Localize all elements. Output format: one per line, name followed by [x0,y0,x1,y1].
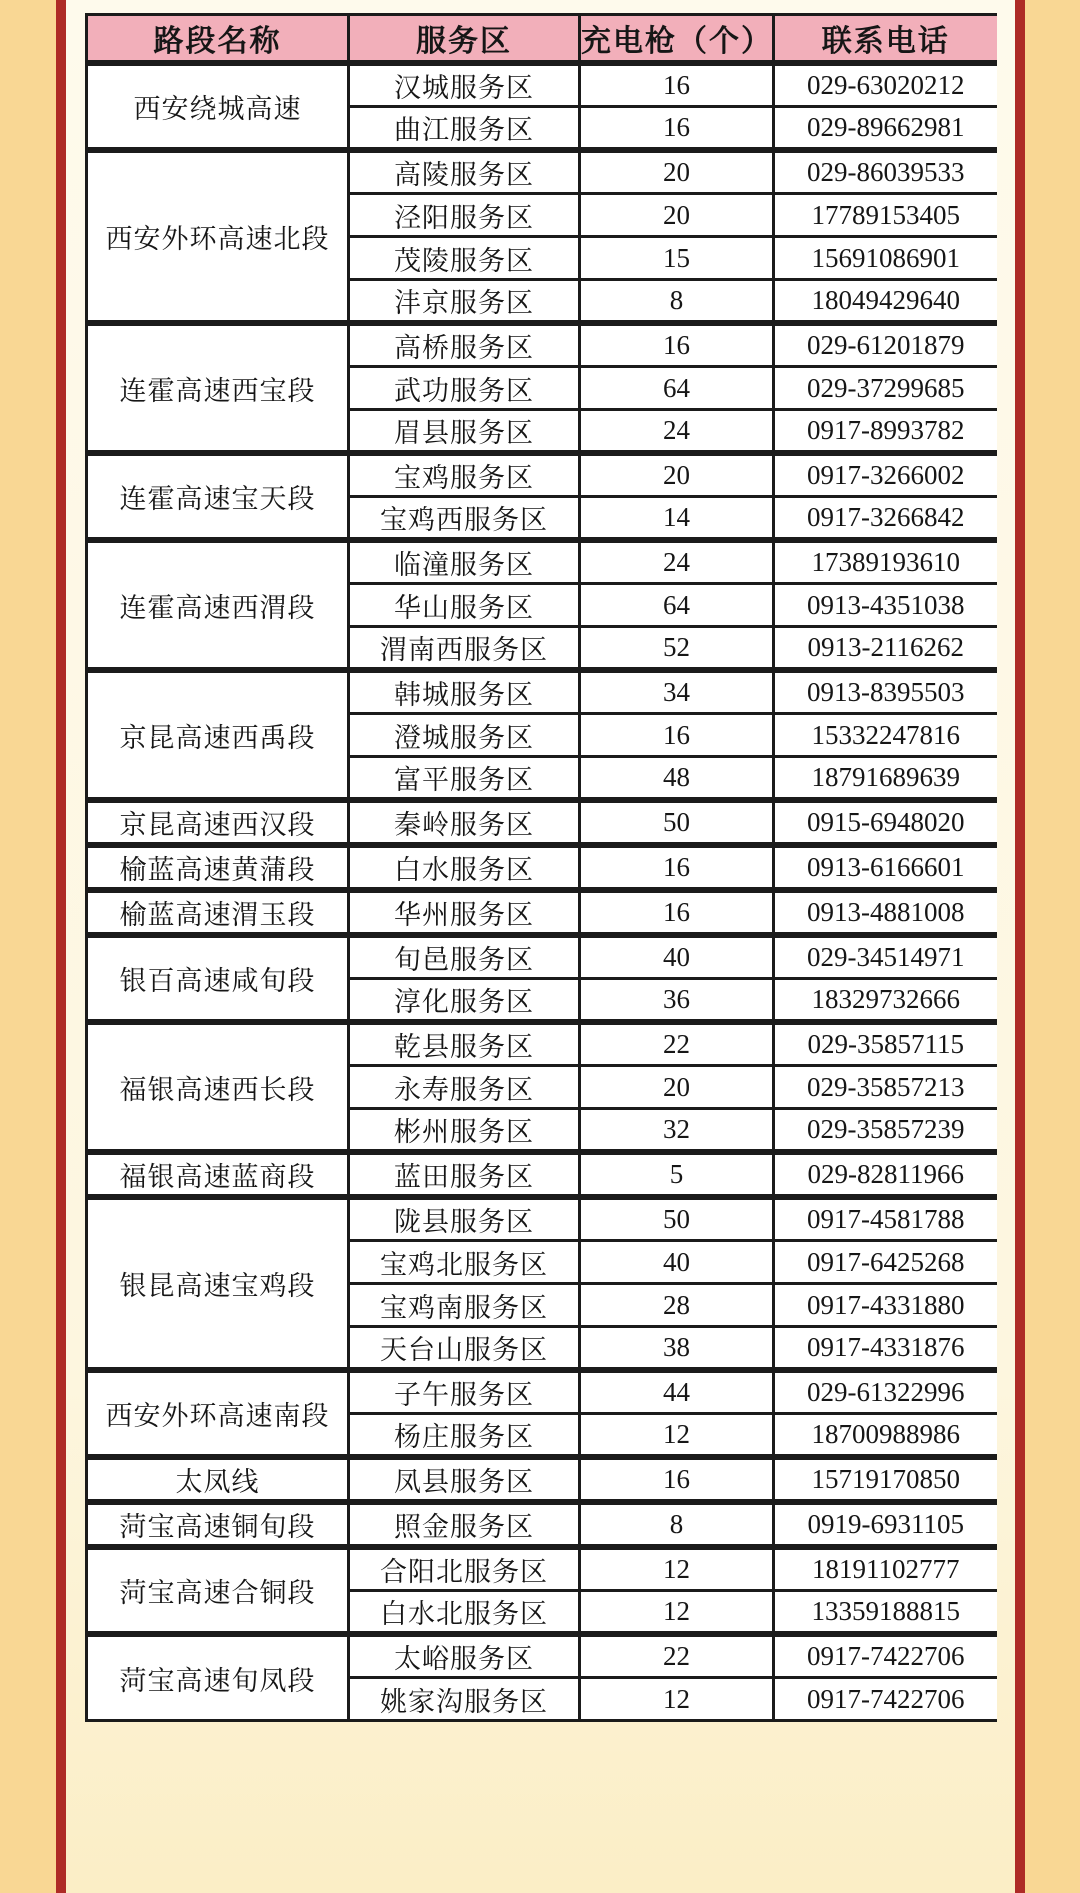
charger-count-cell: 24 [580,410,774,454]
table-row [87,540,997,584]
phone-number-cell: 029-89662981 [774,107,997,151]
road-section-cell: 福银高速蓝商段 [87,1152,349,1197]
service-area-cell: 乾县服务区 [349,1022,580,1066]
road-section-cell: 菏宝高速旬凤段 [87,1634,349,1721]
phone-number-cell: 18329732666 [774,979,997,1023]
phone-number-cell: 18191102777 [774,1547,997,1591]
service-area-cell: 彬州服务区 [349,1109,580,1153]
phone-number-cell: 029-61201879 [774,323,997,367]
table-row [87,890,997,935]
service-area-cell: 太峪服务区 [349,1634,580,1678]
right-border-stripe [1015,0,1025,1893]
charger-count-cell: 38 [580,1327,774,1371]
road-section-cell: 银百高速咸旬段 [87,935,349,1022]
phone-number-cell: 029-86039533 [774,150,997,194]
charger-count-cell: 36 [580,979,774,1023]
charger-count-cell: 64 [580,584,774,627]
phone-number-cell: 18049429640 [774,280,997,324]
service-area-cell: 曲江服务区 [349,107,580,151]
table-row [87,1197,997,1241]
table-row [87,1502,997,1547]
road-section-cell: 连霍高速宝天段 [87,453,349,540]
charger-count-cell: 16 [580,714,774,757]
phone-number-cell: 0913-2116262 [774,627,997,671]
charger-count-cell: 24 [580,540,774,584]
phone-number-cell: 0917-6425268 [774,1241,997,1284]
road-section-cell: 福银高速西长段 [87,1022,349,1152]
phone-number-cell: 0917-4331876 [774,1327,997,1371]
charger-count-cell: 22 [580,1022,774,1066]
service-area-cell: 沣京服务区 [349,280,580,324]
phone-number-cell: 029-82811966 [774,1152,997,1197]
table-row [87,323,997,367]
charger-count-cell: 12 [580,1547,774,1591]
service-area-cell: 姚家沟服务区 [349,1678,580,1721]
road-section-cell: 西安外环高速北段 [87,150,349,323]
service-area-cell: 蓝田服务区 [349,1152,580,1197]
service-area-cell: 汉城服务区 [349,63,580,107]
phone-number-cell: 029-34514971 [774,935,997,979]
road-section-cell: 太凤线 [87,1457,349,1502]
service-area-cell: 宝鸡西服务区 [349,497,580,541]
column-header-road-section: 路段名称 [87,15,349,64]
phone-number-cell: 18791689639 [774,757,997,801]
charger-count-cell: 8 [580,1502,774,1547]
service-area-cell: 杨庄服务区 [349,1414,580,1458]
table-row [87,1022,997,1066]
charger-count-cell: 8 [580,280,774,324]
service-area-cell: 华山服务区 [349,584,580,627]
table-row [87,800,997,845]
road-section-cell: 京昆高速西汉段 [87,800,349,845]
table-row [87,1152,997,1197]
charger-count-cell: 16 [580,890,774,935]
service-area-cell: 高陵服务区 [349,150,580,194]
phone-number-cell: 0917-8993782 [774,410,997,454]
road-section-cell: 连霍高速西宝段 [87,323,349,453]
table-row [87,1547,997,1591]
phone-number-cell: 0917-7422706 [774,1678,997,1721]
service-area-cell: 泾阳服务区 [349,194,580,237]
service-area-cell: 照金服务区 [349,1502,580,1547]
road-section-cell: 西安绕城高速 [87,63,349,150]
column-header-phone: 联系电话 [774,15,997,64]
poster-panel [66,0,1015,1893]
road-section-cell: 菏宝高速合铜段 [87,1547,349,1634]
service-area-cell: 淳化服务区 [349,979,580,1023]
service-area-cell: 凤县服务区 [349,1457,580,1502]
charger-count-cell: 50 [580,1197,774,1241]
table-row [87,1634,997,1678]
table-row [87,935,997,979]
table-row [87,670,997,714]
charger-count-cell: 34 [580,670,774,714]
table-row [87,150,997,194]
service-area-cell: 永寿服务区 [349,1066,580,1109]
table-row [87,453,997,497]
charger-count-cell: 32 [580,1109,774,1153]
road-section-cell: 京昆高速西禹段 [87,670,349,800]
service-area-cell: 临潼服务区 [349,540,580,584]
table-body [87,63,997,1721]
service-area-cell: 白水服务区 [349,845,580,890]
phone-number-cell: 13359188815 [774,1591,997,1635]
phone-number-cell: 18700988986 [774,1414,997,1458]
phone-number-cell: 0917-7422706 [774,1634,997,1678]
phone-number-cell: 0913-6166601 [774,845,997,890]
charger-count-cell: 15 [580,237,774,280]
phone-number-cell: 17389193610 [774,540,997,584]
charger-count-cell: 20 [580,1066,774,1109]
phone-number-cell: 029-37299685 [774,367,997,410]
phone-number-cell: 0913-8395503 [774,670,997,714]
road-section-cell: 西安外环高速南段 [87,1370,349,1457]
charger-count-cell: 12 [580,1591,774,1635]
charger-count-cell: 16 [580,1457,774,1502]
charger-count-cell: 12 [580,1414,774,1458]
charger-count-cell: 50 [580,800,774,845]
service-area-cell: 白水北服务区 [349,1591,580,1635]
service-area-cell: 宝鸡北服务区 [349,1241,580,1284]
table-row [87,63,997,107]
service-area-cell: 宝鸡南服务区 [349,1284,580,1327]
phone-number-cell: 15719170850 [774,1457,997,1502]
service-area-cell: 武功服务区 [349,367,580,410]
service-area-cell: 旬邑服务区 [349,935,580,979]
road-section-cell: 菏宝高速铜旬段 [87,1502,349,1547]
phone-number-cell: 15691086901 [774,237,997,280]
charger-count-cell: 16 [580,107,774,151]
charger-count-cell: 52 [580,627,774,671]
header-row [87,15,997,64]
phone-number-cell: 029-35857213 [774,1066,997,1109]
phone-number-cell: 0919-6931105 [774,1502,997,1547]
charging-stations-table [85,13,997,1722]
phone-number-cell: 0913-4351038 [774,584,997,627]
phone-number-cell: 0913-4881008 [774,890,997,935]
phone-number-cell: 15332247816 [774,714,997,757]
charger-count-cell: 5 [580,1152,774,1197]
table-row [87,1370,997,1414]
phone-number-cell: 0917-3266002 [774,453,997,497]
charger-count-cell: 44 [580,1370,774,1414]
phone-number-cell: 0915-6948020 [774,800,997,845]
left-border-stripe [56,0,66,1893]
service-area-cell: 茂陵服务区 [349,237,580,280]
phone-number-cell: 029-61322996 [774,1370,997,1414]
column-header-charger-count: 充电枪（个） [580,15,774,64]
phone-number-cell: 0917-3266842 [774,497,997,541]
charger-count-cell: 22 [580,1634,774,1678]
service-area-cell: 陇县服务区 [349,1197,580,1241]
charger-count-cell: 40 [580,935,774,979]
charger-count-cell: 16 [580,63,774,107]
phone-number-cell: 0917-4581788 [774,1197,997,1241]
table-row [87,1457,997,1502]
road-section-cell: 榆蓝高速黄蒲段 [87,845,349,890]
service-area-cell: 秦岭服务区 [349,800,580,845]
charger-count-cell: 20 [580,150,774,194]
road-section-cell: 榆蓝高速渭玉段 [87,890,349,935]
charger-count-cell: 48 [580,757,774,801]
charger-count-cell: 12 [580,1678,774,1721]
charger-count-cell: 14 [580,497,774,541]
service-area-cell: 华州服务区 [349,890,580,935]
road-section-cell: 连霍高速西渭段 [87,540,349,670]
charger-count-cell: 64 [580,367,774,410]
phone-number-cell: 17789153405 [774,194,997,237]
phone-number-cell: 029-35857115 [774,1022,997,1066]
charger-count-cell: 20 [580,453,774,497]
road-section-cell: 银昆高速宝鸡段 [87,1197,349,1370]
table-row [87,845,997,890]
charger-count-cell: 28 [580,1284,774,1327]
service-area-cell: 眉县服务区 [349,410,580,454]
service-area-cell: 宝鸡服务区 [349,453,580,497]
service-area-cell: 渭南西服务区 [349,627,580,671]
service-area-cell: 富平服务区 [349,757,580,801]
charger-count-cell: 40 [580,1241,774,1284]
column-header-service-area: 服务区 [349,15,580,64]
table-header [87,15,997,64]
charger-count-cell: 16 [580,323,774,367]
service-area-cell: 天台山服务区 [349,1327,580,1371]
service-area-cell: 子午服务区 [349,1370,580,1414]
service-area-cell: 高桥服务区 [349,323,580,367]
service-area-cell: 合阳北服务区 [349,1547,580,1591]
charger-count-cell: 20 [580,194,774,237]
charger-count-cell: 16 [580,845,774,890]
service-area-cell: 韩城服务区 [349,670,580,714]
phone-number-cell: 0917-4331880 [774,1284,997,1327]
phone-number-cell: 029-63020212 [774,63,997,107]
phone-number-cell: 029-35857239 [774,1109,997,1153]
service-area-cell: 澄城服务区 [349,714,580,757]
